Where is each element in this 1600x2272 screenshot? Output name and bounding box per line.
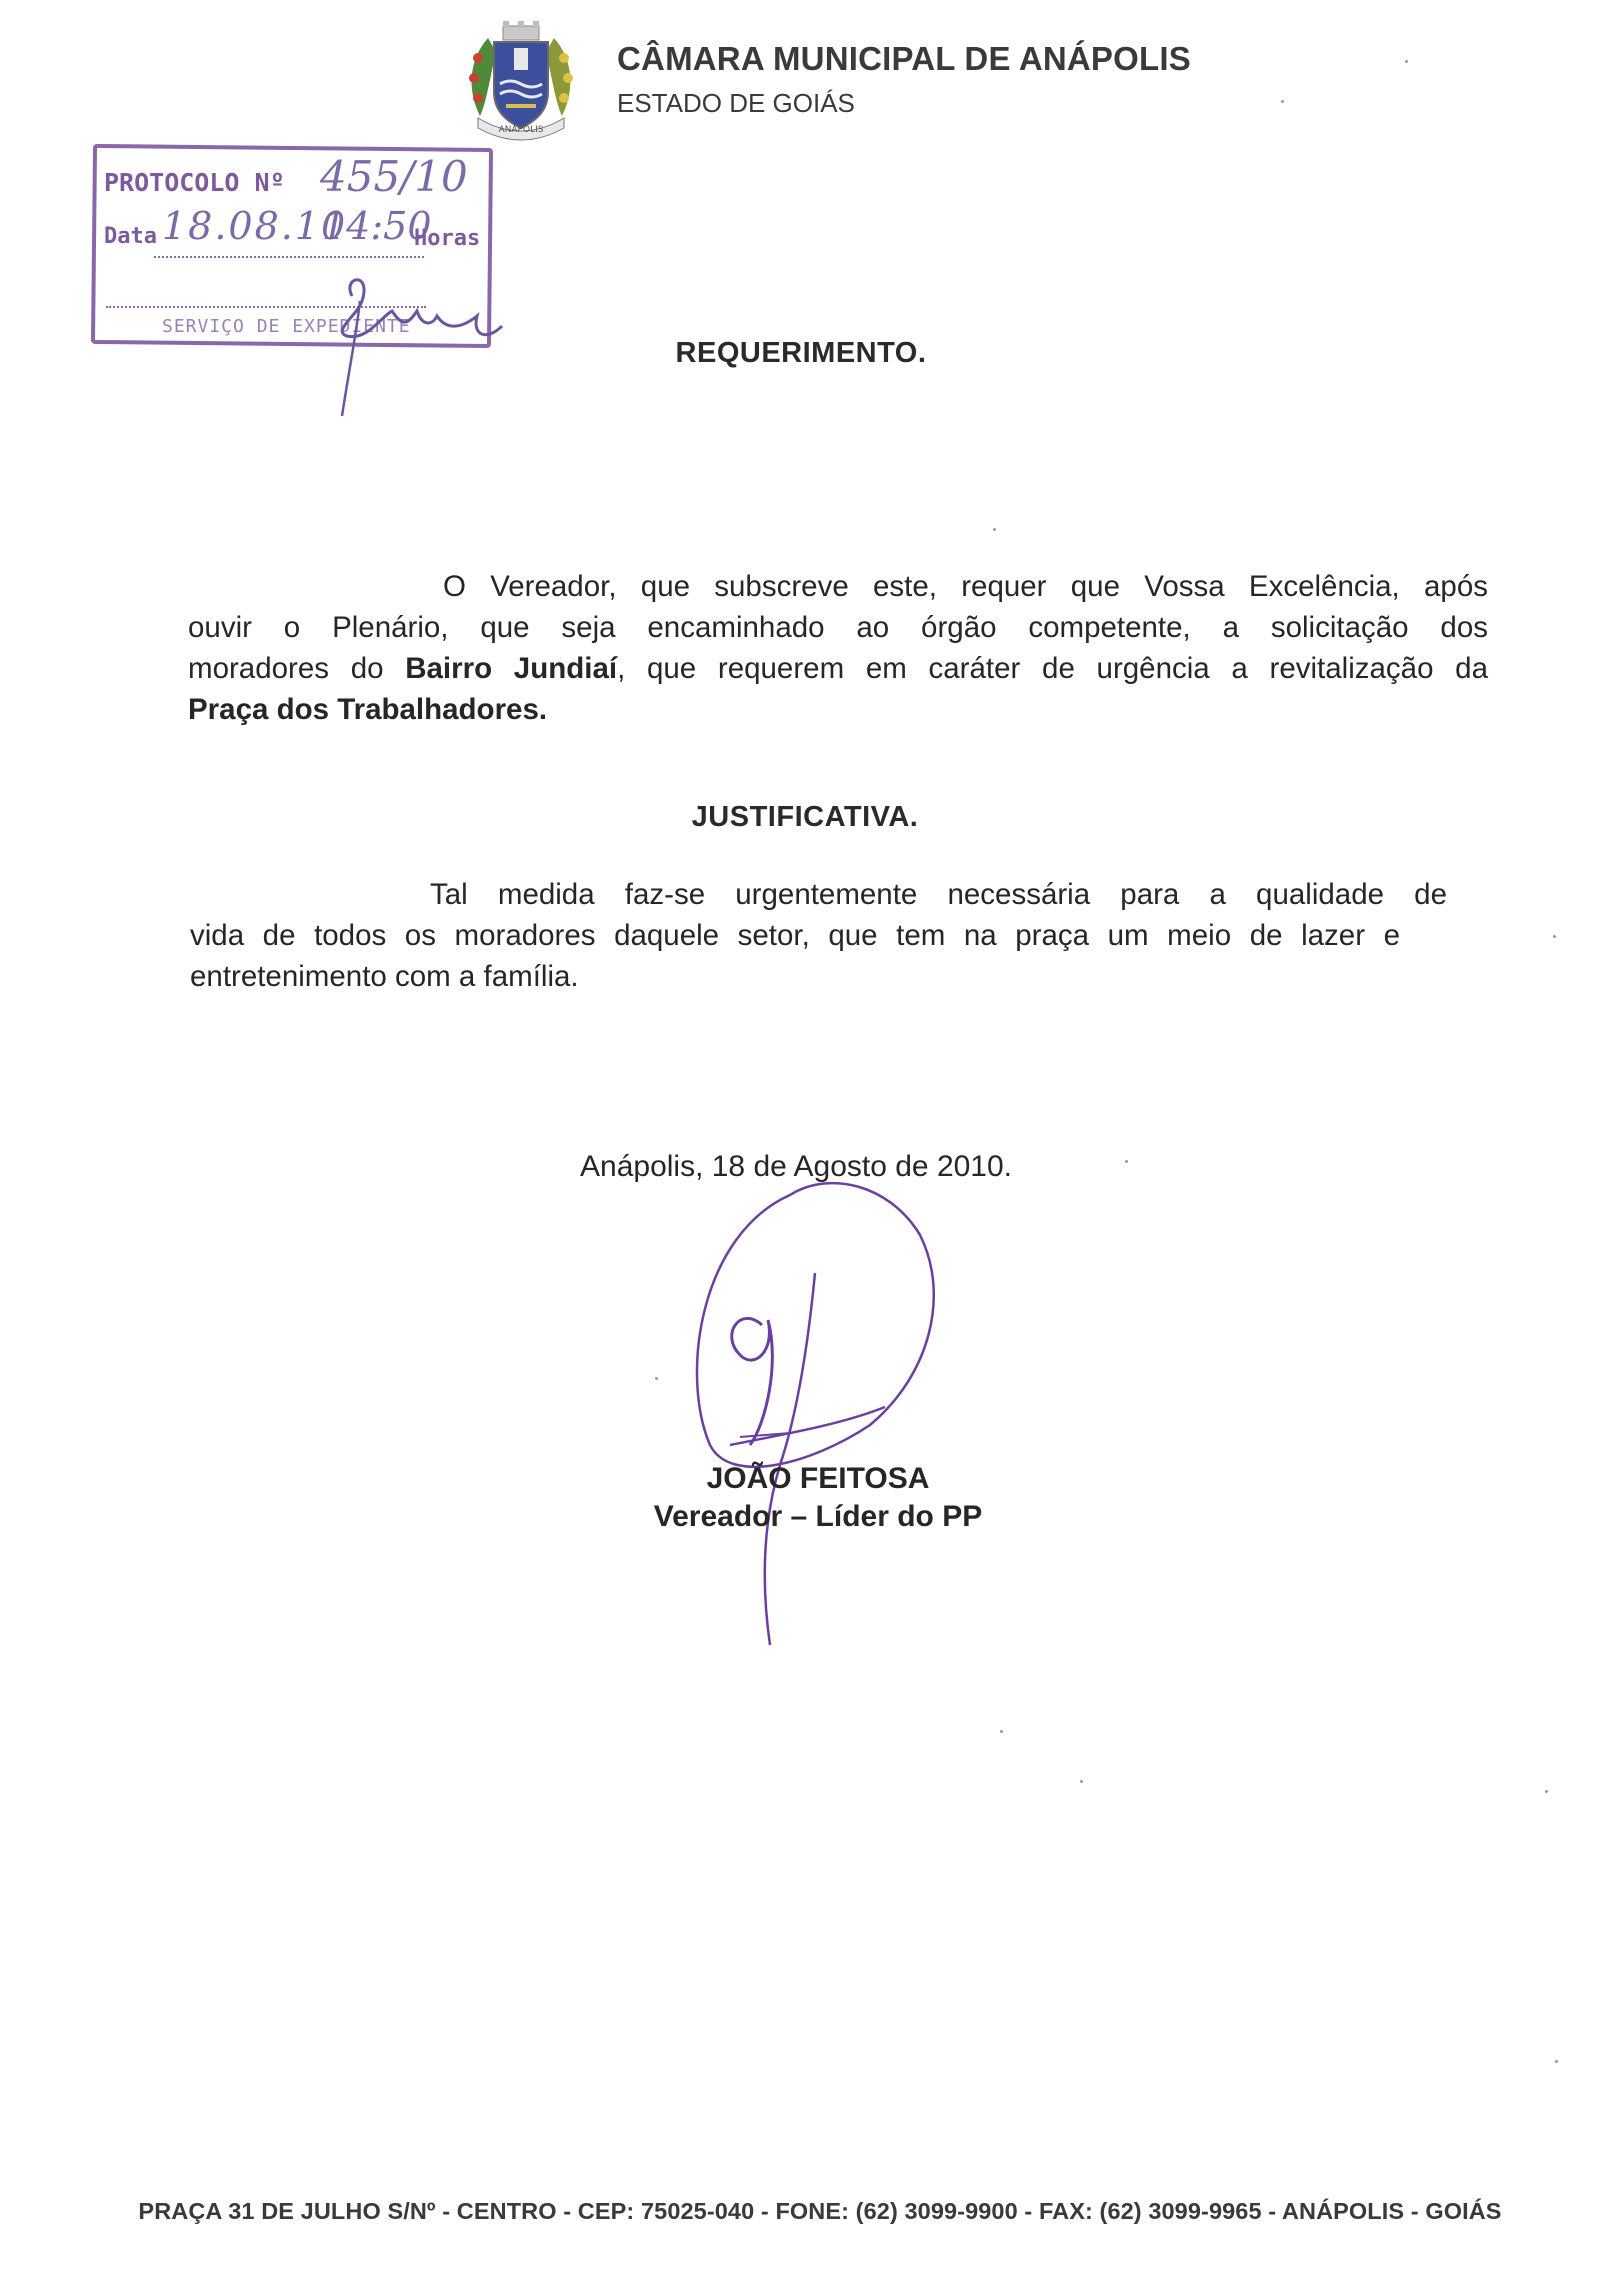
scan-speck	[1405, 60, 1408, 63]
scan-speck	[1125, 1160, 1128, 1163]
date-line: Anápolis, 18 de Agosto de 2010.	[580, 1150, 1013, 1183]
scan-speck	[1000, 1730, 1003, 1733]
footer-address: PRAÇA 31 DE JULHO S/Nº - CENTRO - CEP: 75025-040 - FONE: (62) 3099-9900 - FAX: (62) 3099-9965 - ANÁPOLIS - GOIÁS	[138, 2198, 1502, 2224]
handwritten-signature	[640, 1175, 980, 1655]
stamp-time-value: 14:50	[322, 204, 432, 248]
institution-title: CÂMARA MUNICIPAL DE ANÁPOLIS	[617, 40, 1191, 77]
request-text: , que requerem em caráter de urgência a revitalização da	[617, 652, 1488, 685]
justification-line: vida de todos os moradores daquele setor, que tem na praça um meio de lazer e	[190, 919, 1400, 952]
request-text: moradores do	[188, 652, 406, 685]
stamp-protocol-label: PROTOCOLO Nº	[104, 168, 285, 197]
scan-speck	[1555, 2060, 1558, 2063]
signer-role: Vereador – Líder do PP	[653, 1500, 983, 1533]
scan-speck	[655, 1377, 658, 1380]
document-title: REQUERIMENTO.	[675, 337, 927, 369]
stamp-protocol-number: 455/10	[320, 152, 468, 201]
justification-paragraph	[190, 874, 1447, 997]
justification-title: JUSTIFICATIVA.	[691, 801, 919, 833]
crest-ribbon-text: ANÁPOLIS	[498, 125, 544, 135]
stamp-date-value: 18.08.10	[162, 204, 348, 248]
stamp-hours-label: Horas	[414, 226, 481, 251]
square-name: Praça dos Trabalhadores.	[188, 693, 548, 726]
signer-name: JOÃO FEITOSA	[706, 1462, 930, 1495]
stamp-date-label: Data	[104, 224, 157, 249]
scan-speck	[1080, 1780, 1083, 1783]
justification-line: entretenimento com a família.	[190, 960, 579, 993]
request-line: O Vereador, que subscreve este, requer que Vossa Excelência, após	[443, 570, 1488, 603]
request-line	[188, 689, 1488, 730]
institution-subtitle: ESTADO DE GOIÁS	[617, 88, 855, 118]
request-paragraph	[188, 566, 1488, 730]
neighborhood-name: Bairro Jundiaí	[405, 652, 618, 685]
scan-speck	[1553, 935, 1556, 938]
request-line	[188, 648, 1488, 689]
stamp-service-label: SERVIÇO DE EXPEDIENTE	[162, 316, 411, 337]
scan-speck	[1281, 100, 1284, 103]
protocol-stamp	[92, 146, 494, 351]
coat-of-arms-logo	[448, 18, 594, 146]
justification-line: Tal medida faz-se urgentemente necessária para a qualidade de	[430, 878, 1447, 911]
request-line: ouvir o Plenário, que seja encaminhado ao órgão competente, a solicitação dos	[188, 611, 1488, 644]
scan-speck	[993, 528, 996, 531]
scan-speck	[1545, 1790, 1548, 1793]
